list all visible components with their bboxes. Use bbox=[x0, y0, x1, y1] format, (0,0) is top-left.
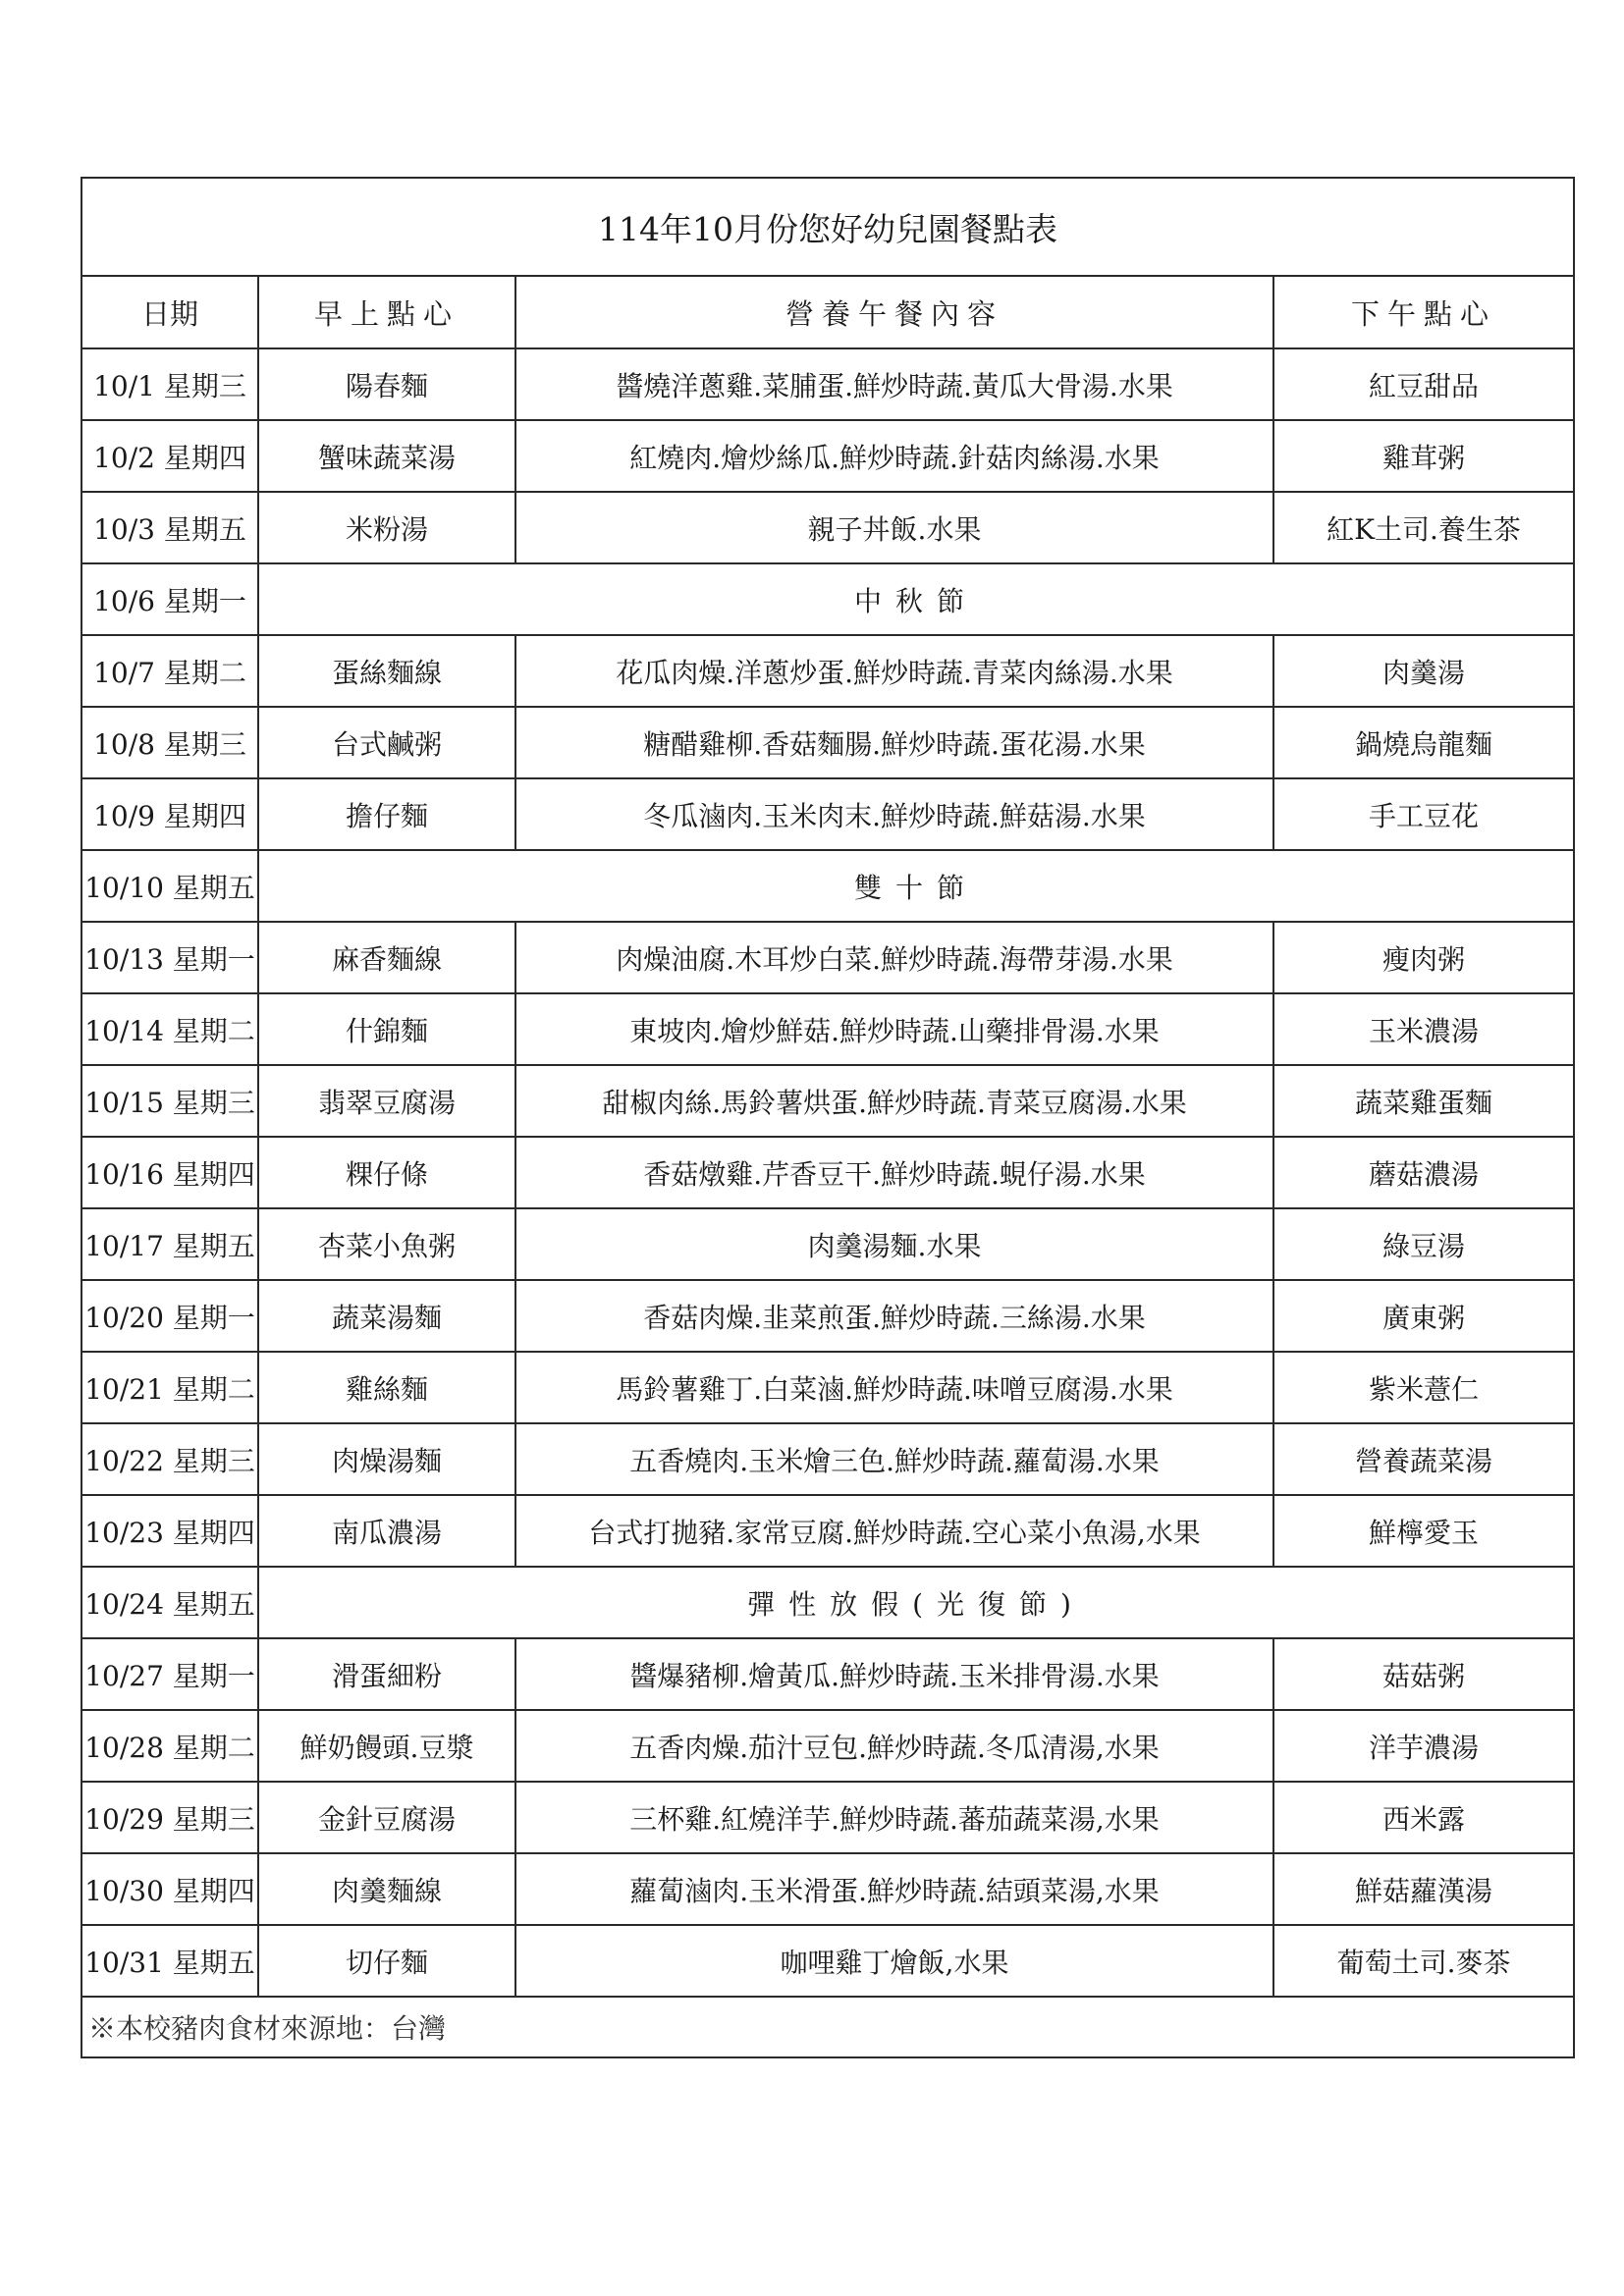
header-morning-snack: 早上點心 bbox=[258, 276, 515, 348]
morning-snack-cell: 米粉湯 bbox=[258, 492, 515, 563]
lunch-cell: 五香肉燥.茄汁豆包.鮮炒時蔬.冬瓜清湯,水果 bbox=[515, 1710, 1273, 1782]
table-row bbox=[81, 993, 1574, 1065]
table-row bbox=[81, 348, 1574, 420]
lunch-cell: 台式打拋豬.家常豆腐.鮮炒時蔬.空心菜小魚湯,水果 bbox=[515, 1495, 1273, 1567]
date-cell: 10/7 星期二 bbox=[81, 635, 258, 707]
header-row bbox=[81, 276, 1574, 348]
table-row bbox=[81, 850, 1574, 922]
date-cell: 10/3 星期五 bbox=[81, 492, 258, 563]
date-cell: 10/30 星期四 bbox=[81, 1853, 258, 1925]
lunch-cell: 香菇燉雞.芹香豆干.鮮炒時蔬.蜆仔湯.水果 bbox=[515, 1137, 1273, 1208]
date-cell: 10/23 星期四 bbox=[81, 1495, 258, 1567]
afternoon-snack-cell: 紫米薏仁 bbox=[1273, 1352, 1574, 1423]
lunch-cell: 咖哩雞丁燴飯,水果 bbox=[515, 1925, 1273, 1997]
table-row bbox=[81, 1280, 1574, 1352]
header-afternoon-snack: 下午點心 bbox=[1273, 276, 1574, 348]
date-cell: 10/17 星期五 bbox=[81, 1208, 258, 1280]
date-cell: 10/10 星期五 bbox=[81, 850, 258, 922]
menu-sheet bbox=[81, 177, 1573, 2058]
lunch-cell: 甜椒肉絲.馬鈴薯烘蛋.鮮炒時蔬.青菜豆腐湯.水果 bbox=[515, 1065, 1273, 1137]
morning-snack-cell: 蛋絲麵線 bbox=[258, 635, 515, 707]
morning-snack-cell: 南瓜濃湯 bbox=[258, 1495, 515, 1567]
table-row bbox=[81, 707, 1574, 778]
lunch-cell: 東坡肉.燴炒鮮菇.鮮炒時蔬.山藥排骨湯.水果 bbox=[515, 993, 1273, 1065]
date-cell: 10/1 星期三 bbox=[81, 348, 258, 420]
afternoon-snack-cell: 營養蔬菜湯 bbox=[1273, 1423, 1574, 1495]
table-row bbox=[81, 1208, 1574, 1280]
afternoon-snack-cell: 鍋燒烏龍麵 bbox=[1273, 707, 1574, 778]
afternoon-snack-cell: 蘑菇濃湯 bbox=[1273, 1137, 1574, 1208]
date-cell: 10/24 星期五 bbox=[81, 1567, 258, 1638]
afternoon-snack-cell: 肉羹湯 bbox=[1273, 635, 1574, 707]
afternoon-snack-cell: 雞茸粥 bbox=[1273, 420, 1574, 492]
lunch-cell: 花瓜肉燥.洋蔥炒蛋.鮮炒時蔬.青菜肉絲湯.水果 bbox=[515, 635, 1273, 707]
lunch-cell: 醬燒洋蔥雞.菜脯蛋.鮮炒時蔬.黃瓜大骨湯.水果 bbox=[515, 348, 1273, 420]
afternoon-snack-cell: 紅K土司.養生茶 bbox=[1273, 492, 1574, 563]
table-row bbox=[81, 1423, 1574, 1495]
date-cell: 10/16 星期四 bbox=[81, 1137, 258, 1208]
pork-origin-note: ※本校豬肉食材來源地：台灣 bbox=[81, 1997, 1574, 2057]
table-row bbox=[81, 1638, 1574, 1710]
lunch-cell: 馬鈴薯雞丁.白菜滷.鮮炒時蔬.味噌豆腐湯.水果 bbox=[515, 1352, 1273, 1423]
table-row bbox=[81, 1710, 1574, 1782]
table-row bbox=[81, 1782, 1574, 1853]
holiday-cell: 中秋節 bbox=[258, 563, 1574, 635]
table-title: 114年10月份您好幼兒園餐點表 bbox=[81, 178, 1574, 276]
afternoon-snack-cell: 廣東粥 bbox=[1273, 1280, 1574, 1352]
afternoon-snack-cell: 洋芋濃湯 bbox=[1273, 1710, 1574, 1782]
lunch-cell: 冬瓜滷肉.玉米肉末.鮮炒時蔬.鮮菇湯.水果 bbox=[515, 778, 1273, 850]
date-cell: 10/15 星期三 bbox=[81, 1065, 258, 1137]
morning-snack-cell: 蟹味蔬菜湯 bbox=[258, 420, 515, 492]
date-cell: 10/22 星期三 bbox=[81, 1423, 258, 1495]
date-cell: 10/28 星期二 bbox=[81, 1710, 258, 1782]
morning-snack-cell: 什錦麵 bbox=[258, 993, 515, 1065]
date-cell: 10/13 星期一 bbox=[81, 922, 258, 993]
table-row bbox=[81, 492, 1574, 563]
header-lunch: 營養午餐內容 bbox=[515, 276, 1273, 348]
afternoon-snack-cell: 手工豆花 bbox=[1273, 778, 1574, 850]
date-cell: 10/9 星期四 bbox=[81, 778, 258, 850]
table-row bbox=[81, 635, 1574, 707]
date-cell: 10/8 星期三 bbox=[81, 707, 258, 778]
date-cell: 10/2 星期四 bbox=[81, 420, 258, 492]
afternoon-snack-cell: 瘦肉粥 bbox=[1273, 922, 1574, 993]
morning-snack-cell: 麻香麵線 bbox=[258, 922, 515, 993]
afternoon-snack-cell: 西米露 bbox=[1273, 1782, 1574, 1853]
table-row bbox=[81, 1925, 1574, 1997]
table-row bbox=[81, 1065, 1574, 1137]
morning-snack-cell: 滑蛋細粉 bbox=[258, 1638, 515, 1710]
lunch-cell: 醬爆豬柳.燴黃瓜.鮮炒時蔬.玉米排骨湯.水果 bbox=[515, 1638, 1273, 1710]
lunch-cell: 紅燒肉.燴炒絲瓜.鮮炒時蔬.針菇肉絲湯.水果 bbox=[515, 420, 1273, 492]
afternoon-snack-cell: 蔬菜雞蛋麵 bbox=[1273, 1065, 1574, 1137]
lunch-cell: 肉燥油腐.木耳炒白菜.鮮炒時蔬.海帶芽湯.水果 bbox=[515, 922, 1273, 993]
morning-snack-cell: 切仔麵 bbox=[258, 1925, 515, 1997]
header-date: 日期 bbox=[81, 276, 258, 348]
morning-snack-cell: 台式鹹粥 bbox=[258, 707, 515, 778]
table-row bbox=[81, 420, 1574, 492]
table-row bbox=[81, 1352, 1574, 1423]
afternoon-snack-cell: 鮮檸愛玉 bbox=[1273, 1495, 1574, 1567]
note-row bbox=[81, 1997, 1574, 2057]
table-row bbox=[81, 563, 1574, 635]
date-cell: 10/27 星期一 bbox=[81, 1638, 258, 1710]
holiday-cell: 彈性放假(光復節) bbox=[258, 1567, 1574, 1638]
afternoon-snack-cell: 綠豆湯 bbox=[1273, 1208, 1574, 1280]
table-row bbox=[81, 1137, 1574, 1208]
morning-snack-cell: 翡翠豆腐湯 bbox=[258, 1065, 515, 1137]
afternoon-snack-cell: 鮮菇蘿漢湯 bbox=[1273, 1853, 1574, 1925]
meal-table bbox=[81, 177, 1575, 2058]
table-row bbox=[81, 922, 1574, 993]
date-cell: 10/31 星期五 bbox=[81, 1925, 258, 1997]
lunch-cell: 糖醋雞柳.香菇麵腸.鮮炒時蔬.蛋花湯.水果 bbox=[515, 707, 1273, 778]
morning-snack-cell: 蔬菜湯麵 bbox=[258, 1280, 515, 1352]
morning-snack-cell: 擔仔麵 bbox=[258, 778, 515, 850]
morning-snack-cell: 陽春麵 bbox=[258, 348, 515, 420]
date-cell: 10/21 星期二 bbox=[81, 1352, 258, 1423]
table-row bbox=[81, 1567, 1574, 1638]
table-row bbox=[81, 1495, 1574, 1567]
afternoon-snack-cell: 葡萄土司.麥茶 bbox=[1273, 1925, 1574, 1997]
morning-snack-cell: 金針豆腐湯 bbox=[258, 1782, 515, 1853]
morning-snack-cell: 肉羹麵線 bbox=[258, 1853, 515, 1925]
date-cell: 10/14 星期二 bbox=[81, 993, 258, 1065]
afternoon-snack-cell: 紅豆甜品 bbox=[1273, 348, 1574, 420]
morning-snack-cell: 雞絲麵 bbox=[258, 1352, 515, 1423]
lunch-cell: 親子丼飯.水果 bbox=[515, 492, 1273, 563]
date-cell: 10/6 星期一 bbox=[81, 563, 258, 635]
morning-snack-cell: 粿仔條 bbox=[258, 1137, 515, 1208]
morning-snack-cell: 鮮奶饅頭.豆漿 bbox=[258, 1710, 515, 1782]
morning-snack-cell: 肉燥湯麵 bbox=[258, 1423, 515, 1495]
lunch-cell: 五香燒肉.玉米燴三色.鮮炒時蔬.蘿蔔湯.水果 bbox=[515, 1423, 1273, 1495]
table-row bbox=[81, 1853, 1574, 1925]
morning-snack-cell: 杏菜小魚粥 bbox=[258, 1208, 515, 1280]
lunch-cell: 香菇肉燥.韭菜煎蛋.鮮炒時蔬.三絲湯.水果 bbox=[515, 1280, 1273, 1352]
date-cell: 10/20 星期一 bbox=[81, 1280, 258, 1352]
holiday-cell: 雙十節 bbox=[258, 850, 1574, 922]
date-cell: 10/29 星期三 bbox=[81, 1782, 258, 1853]
afternoon-snack-cell: 玉米濃湯 bbox=[1273, 993, 1574, 1065]
lunch-cell: 肉羹湯麵.水果 bbox=[515, 1208, 1273, 1280]
afternoon-snack-cell: 菇菇粥 bbox=[1273, 1638, 1574, 1710]
table-row bbox=[81, 778, 1574, 850]
lunch-cell: 三杯雞.紅燒洋芋.鮮炒時蔬.蕃茄蔬菜湯,水果 bbox=[515, 1782, 1273, 1853]
lunch-cell: 蘿蔔滷肉.玉米滑蛋.鮮炒時蔬.結頭菜湯,水果 bbox=[515, 1853, 1273, 1925]
